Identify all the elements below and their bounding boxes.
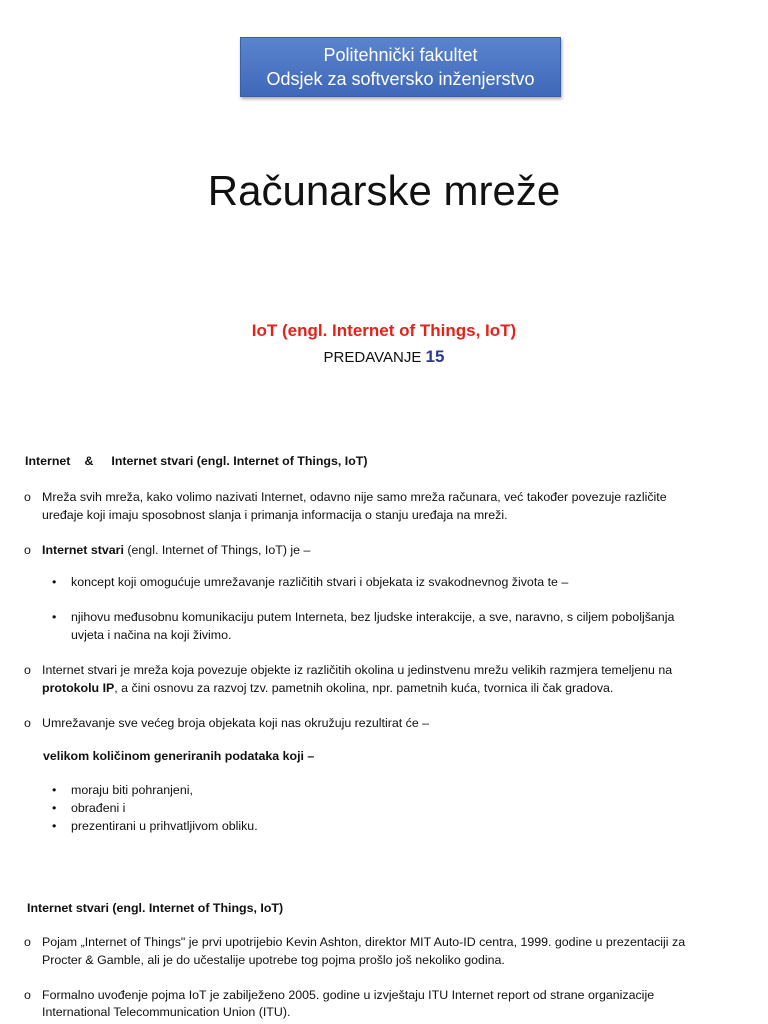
paragraph-line: velikom količinom generiranih podataka koji –	[43, 749, 315, 763]
circle-marker: o	[24, 988, 31, 1002]
circle-marker: o	[24, 716, 31, 730]
bullet-item: uvjeta i načina na koji živimo.	[71, 628, 232, 642]
circle-marker: o	[24, 543, 31, 557]
bullet-item: njihovu međusobnu komunikaciju putem Interneta, bez ljudske interakcije, a sve, naravno, s ciljem poboljšanja	[71, 610, 675, 624]
department-name: Odsjek za softversko inženjerstvo	[266, 69, 535, 89]
faculty-header-box	[240, 37, 561, 97]
faculty-name: Politehnički fakultet	[323, 45, 478, 65]
paragraph-line: uređaje koji imaju sposobnost slanja i primanja informacija o stanju uređaja na mreži.	[42, 508, 508, 522]
bullet-marker: •	[52, 575, 57, 589]
lecture-number	[0, 347, 768, 367]
section-heading: Internet & Internet stvari (engl. Internet of Things, IoT)	[25, 454, 368, 468]
circle-marker: o	[24, 935, 31, 949]
paragraph-line: Pojam „Internet of Things" je prvi upotrijebio Kevin Ashton, direktor MIT Auto-ID centra, 1999. godine u prezentaciji za	[42, 935, 686, 949]
circle-marker: o	[24, 490, 31, 504]
lecture-label: PREDAVANJE	[323, 349, 422, 366]
circle-marker: o	[24, 663, 31, 677]
paragraph-line: Formalno uvođenje pojma IoT je zabilježeno 2005. godine u izvještaju ITU Internet report od strane organizacije	[42, 988, 655, 1002]
bullet-marker: •	[52, 819, 57, 833]
lecture-number-value: 15	[425, 347, 445, 366]
list-item: obrađeni i	[71, 801, 126, 815]
paragraph-line: Mreža svih mreža, kako volimo nazivati Internet, odavno nije samo mreža računara, već također povezuje različite	[42, 490, 667, 504]
bullet-marker: •	[52, 801, 57, 815]
bullet-marker: •	[52, 610, 57, 624]
paragraph-line: Umrežavanje sve većeg broja objekata koji nas okružuju rezultirat će –	[42, 716, 430, 730]
bullet-item: koncept koji omogućuje umrežavanje različitih stvari i objekata iz svakodnevnog života te –	[71, 575, 569, 589]
paragraph-line: Internet stvari (engl. Internet of Things, IoT) je –	[42, 543, 311, 557]
bullet-marker: •	[52, 783, 57, 797]
list-item: moraju biti pohranjeni,	[71, 783, 193, 797]
paragraph-line: Internet stvari je mreža koja povezuje objekte iz različitih okolina u jedinstvenu mrežu velikih razmjera temeljenu na	[42, 663, 673, 677]
list-item: prezentirani u prihvatljivom obliku.	[71, 819, 258, 833]
paragraph-line: Procter & Gamble, ali je do učestalije upotrebe tog pojma prošlo još nekoliko godina.	[42, 953, 505, 967]
page-title: Računarske mreže	[207, 167, 561, 214]
paragraph-line: International Telecommunication Union (ITU).	[42, 1005, 291, 1019]
paragraph-line: protokolu IP, a čini osnovu za razvoj tzv. pametnih okolina, npr. pametnih kuća, tvornica ili čak gradova.	[42, 681, 614, 695]
section-heading: Internet stvari (engl. Internet of Things, IoT)	[27, 901, 284, 915]
lecture-subtitle: IoT (engl. Internet of Things, IoT)	[251, 321, 517, 340]
